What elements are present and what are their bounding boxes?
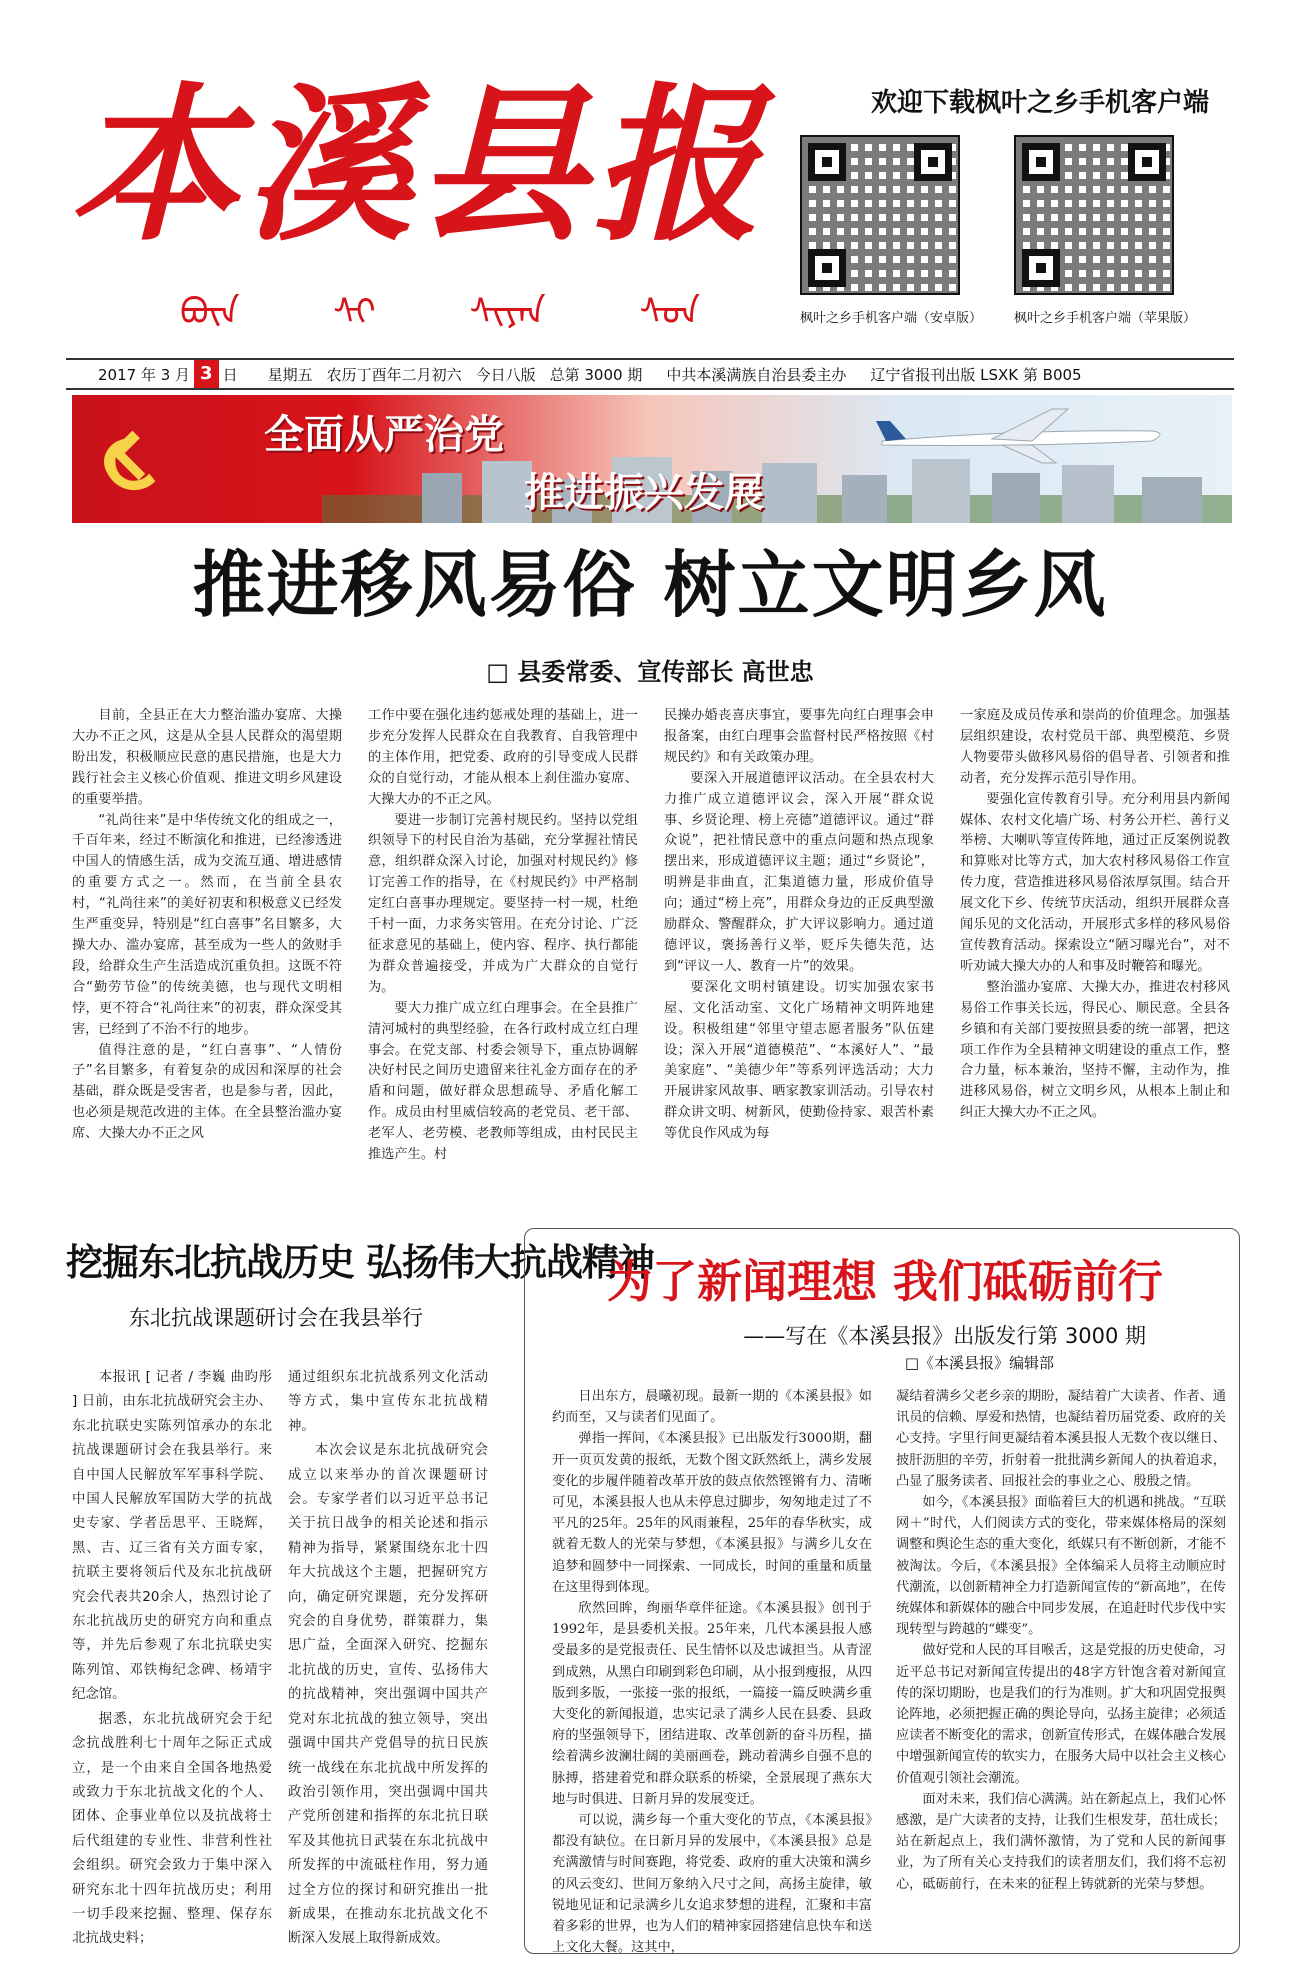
anniversary-byline: □《本溪县报》编辑部 [904,1354,1054,1372]
paragraph: 要强化宣传教育引导。充分利用县内新闻媒体、农村文化墙广场、村务公开栏、善行义举榜、大喇叭等宣传阵地，通过正反案例说教和算账对比等方式，加大农村移风易俗工作宣传力度，营造推进移风易俗浓厚氛围。结合开展文化下乡、传统节庆活动，组织开展群众喜闻乐见的文化活动，开展形式多样的移风易俗宣传教育活动。探索设立“陋习曝光台”，对不听劝诫大操大办的人和事及时鞭笞和曝光。 [960,791,1230,974]
dateline [66,358,1234,390]
lead-headline: 推进移风易俗 树立文明乡风 [192,543,1108,627]
paragraph: 如今，《本溪县报》面临着巨大的机遇和挑战。“互联网＋”时代，人们阅读方式的变化，带来媒体格局的深刻调整和舆论生态的重大变化，纸媒只有不断创新，才能不被淘汰。今后，《本溪县报》全体编采人员将主动顺应时代潮流，以创新精神全力打造新闻宣传的“新高地”，在传统媒体和新媒体的融合中同步发展，在追赶时代步伐中实现转型与跨越的“蝶变”。 [896,1495,1226,1638]
left-article-column-2 [288,1366,488,1958]
paragraph: 要大力推广成立红白理事会。在全县推广清河城村的典型经验，在各行政村成立红白理事会。在党支部、村委会领导下，重点协调解决好村民之间历史遗留来往礼金方面存在的矛盾和问题，做好群众思想疏导、矛盾化解工作。成员由村里威信较高的老党员、老干部、老军人、老劳模、老教师等组成，由村民民主推选产生。村 [368,1000,638,1163]
paragraph: 要深化文明村镇建设。切实加强农家书屋、文化活动室、文化广场精神文明阵地建设。积极组建“邻里守望志愿者服务”队伍建设；深入开展“道德模范”、“本溪好人”、“最美家庭”、“美德少年”等系列评选活动；大力开展讲家风故事、晒家教家训活动。引导农村群众讲文明、树新风，使勤俭持家、艰苦朴素等优良作风成为每 [664,979,934,1142]
dateline-license: 辽宁省报刊出版 LSXK 第 B005 [870,365,1082,384]
left-article-subtitle: 东北抗战课题研讨会在我县举行 [129,1306,423,1330]
paragraph: 做好党和人民的耳目喉舌，这是党报的历史使命，习近平总书记对新闻宣传提出的48字方针饱含着对新闻宣传的深切期盼，也是我们的行为准则。扩大和巩固党报舆论阵地，必须把握正确的舆论导向，弘扬主旋律；必须适应读者不断变化的需求，创新宣传形式，在媒体融合发展中增强新闻宣传的软实力，在服务大局中以社会主义核心价值观引领社会潮流。 [896,1643,1226,1786]
paragraph: “礼尚往来”是中华传统文化的组成之一，千百年来，经过不断演化和推进，已经渗透进中国人的情感生活，成为交流互通、增进感情的重要方式之一。然而，在当前全县农村，“礼尚往来”的美好初衷和积极意义已经发生严重变异，特别是“红白喜事”名目繁多，大操大办、滥办宴席，甚至成为一些人的敛财手段，给群众生产生活造成沉重负担。这既不符合“勤劳节俭”的传统美德，也与现代文明相悖，更不符合“礼尚往来”的初衷，群众深受其害，已经到了不治不行的地步。 [72,812,342,1037]
paragraph: 凝结着满乡父老乡亲的期盼，凝结着广大读者、作者、通讯员的信赖、厚爱和热情，也凝结着历届党委、政府的关心支持。字里行间更凝结着本溪县报人无数个夜以继日、披肝沥胆的辛劳，折射着一批批满乡新闻人的执着追求，凸显了服务读者、回报社会的事业之心、殷殷之情。 [896,1389,1226,1489]
lead-byline: □ 县委常委、宣传部长 高世忠 [486,657,814,686]
paragraph: 欣然回眸，绚丽华章伴征途。《本溪县报》创刊于1992年，是县委机关报。25年来，几代本溪县报人感受最多的是党报责任、民生情怀以及忠诚担当。从青涩到成熟，从黑白印刷到彩色印刷，从小报到瘦报，从四版到多版，一张接一张的报纸，一篇接一篇反映满乡重大变化的新闻报道，忠实记录了满乡人民在县委、县政府的坚强领导下，团结进取、改革创新的奋斗历程，描绘着满乡波澜壮阔的美丽画卷，跳动着满乡自强不息的脉搏，搭建着党和群众联系的桥梁，全景展现了燕东大地与时俱进、日新月异的发展变迁。 [552,1601,872,1807]
left-article-column-1 [72,1366,272,1958]
dateline-sponsor: 中共本溪满族自治县委主办 [666,365,847,384]
dateline-year-month: 2017 年 3 月 [98,365,191,384]
paragraph: 整治滥办宴席、大操大办，推进农村移风易俗工作事关长远，得民心、顺民意。全县各乡镇和有关部门要按照县委的统一部署，把这项工作作为全县精神文明建设的重点工作，整合力量，标本兼治，坚持不懈，主动作为，推进移风易俗，树立文明乡风，从根本上制止和纠正大操大办不正之风。 [960,979,1230,1121]
mongolian-word: ᠰᠢ [333,291,376,333]
lead-column-1 [72,706,342,1196]
paragraph: 可以说，满乡每一个重大变化的节点，《本溪县报》都没有缺位。在日新月异的发展中，《本溪县报》总是充满激情与时间赛跑，将党委、政府的重大决策和满乡的风云变幻、世间万象纳入尺寸之间，高扬主旋律，敏锐地见证和记录满乡儿女追求梦想的进程，汇聚和丰富着多彩的世界，也为人们的精神家园搭建信息快车和送上文化大餐。这其中， [552,1813,872,1956]
paragraph: 工作中要在强化违约惩戒处理的基础上，进一步充分发挥人民群众在自我教育、自我管理中的主体作用，把党委、政府的引导变成人民群众的自觉行动，才能从根本上刹住滥办宴席、大操大办的不正之风。 [368,708,638,807]
paragraph: 值得注意的是，“红白喜事”、“人情份子”名目繁多，有着复杂的成因和深厚的社会基础，群众既是受害者，也是参与者，因此，也必须是规范改进的主体。在全县整治滥办宴席、大操大办不正之风 [72,1042,342,1142]
paragraph: 据悉，东北抗战研究会于纪念抗战胜利七十周年之际正式成立，是一个由来自全国各地热爱或致力于东北抗战文化的个人、团体、企事业单位以及抗战将士后代组建的专业性、非营利性社会组织。研究会致力于集中深入研究东北十四年抗战历史；利用一切手段来挖掘、整理、保存东北抗战史料； [72,1711,272,1947]
paragraph: 民操办婚丧喜庆事宜，要事先向红白理事会申报备案，由红白理事会监督村民严格按照《村规民约》和有关政策办理。 [664,708,934,765]
paragraph: 通过组织东北抗战系列文化活动等方式，集中宣传东北抗战精神。 [288,1370,488,1434]
paragraph: 本次会议是东北抗战研究会成立以来举办的首次课题研讨会。专家学者们以习近平总书记关于抗日战争的相关论述和指示精神为指导，紧紧围绕东北十四年大抗战这个主题，把握研究方向，确定研究课题，充分发挥研究会的自身优势，群策群力，集思广益，全面深入研究、挖掘东北抗战的历史，宣传、弘扬伟大的抗战精神，突出强调中国共产党对东北抗战的独立领导，突出强调中国共产党倡导的抗日民族统一战线在东北抗战中所发挥的政治引领作用，突出强调中国共产党所创建和指挥的东北抗日联军及其他抗日武装在东北抗战中所发挥的中流砥柱作用，努力通过全方位的探讨和研究推出一批新成果，在推动东北抗战文化不断深入发展上取得新成效。 [288,1443,488,1947]
lead-column-3 [664,706,934,1196]
paragraph: 要进一步制订完善村规民约。坚持以党组织领导下的村民自治为基础，充分掌握社情民意，组织群众深入讨论，加强对村规民约》修订完善工作的指导，在《村规民约》中严格制定红白喜事办理规定。要坚持一村一规，杜绝千村一面，力求务实管用。在充分讨论、广泛征求意见的基础上，使内容、程序、执行都能为群众普遍接受，并成为广大群众的自觉行为。 [368,812,638,995]
mongolian-word: ᠰᠢᠶᠠᠨ [469,291,546,333]
paragraph: 日出东方，晨曦初现。最新一期的《本溪县报》如约而至，又与读者们见面了。 [552,1389,872,1426]
dateline-day: 3 [194,360,219,388]
qr-code-icon [800,135,960,295]
anniversary-column-1 [552,1386,872,1956]
dateline-weekday: 星期五 [267,365,313,384]
masthead-mongolian-script [180,278,700,333]
mongolian-word: ᠪᠦᠨ [180,291,240,333]
paragraph: 弹指一挥间，《本溪县报》已出版发行3000期，翻开一页页发黄的报纸，无数个图文跃然纸上，满乡发展变化的步履伴随着改革开放的鼓点依然铿锵有力、清晰可见，本溪县报人也从未停息过脚步，匆匆地走过了不平凡的25年。25年的风雨兼程，25年的春华秋实，成就着无数人的光荣与梦想，《本溪县报》与满乡儿女在追梦和圆梦中一同探索、一同成长，时间的重量和质量在这里得到体现。 [552,1431,872,1595]
paragraph: 一家庭及成员传承和崇尚的价值理念。加强基层组织建设，农村党员干部、典型模范、乡贤人物要带头做移风易俗的倡导者、引领者和推动者，充分发挥示范引导作用。 [960,708,1230,786]
lead-column-2 [368,706,638,1196]
lead-column-4 [960,706,1230,1196]
banner-line-2: 推进振兴发展 [524,470,764,516]
banner-line-1: 全面从严治党 [264,412,504,458]
anniversary-headline: 为了新闻理想 我们砥砺前行 [607,1255,1163,1308]
qr-caption: 枫叶之乡手机客户端（苹果版） [1014,311,1197,326]
qr-code-icon [1014,135,1174,295]
masthead-logo: 本溪县报 [70,66,766,264]
dateline-issue: 总第 3000 期 [549,365,643,384]
paragraph: 要深入开展道德评议活动。在全县农村大力推广成立道德评议会，深入开展“群众说事、乡贤论理、榜上亮德”道德评议。通过“群众说”，把社情民意中的重点问题和热点现象摆出来，形成道德评议主题；通过“乡贤论”，明辨是非曲直，汇集道德力量，形成价值导向；通过“榜上亮”，用群众身边的正反典型激励群众、警醒群众，扩大评议影响力。通过道德评议，褒扬善行义举，贬斥失德失范，达到“评议一人、教育一片”的效果。 [664,770,934,974]
dateline-pages: 今日八版 [475,365,536,384]
left-article-headline: 挖掘东北抗战历史 弘扬伟大抗战精神 [66,1240,654,1284]
qr-android[interactable] [800,135,983,326]
dateline-day-suffix: 日 [222,365,238,384]
hammer-sickle-icon [90,425,166,501]
party-banner [72,395,1232,523]
paragraph: 面对未来，我们信心满满。站在新起点上，我们心怀感激，是广大读者的支持，让我们生根发芽，茁壮成长；站在新起点上，我们满怀激情，为了党和人民的新闻事业，为了所有关心支持我们的读者朋友们，我们将不忘初心，砥砺前行，在未来的征程上铸就新的光荣与梦想。 [896,1791,1226,1892]
anniversary-column-2 [896,1386,1226,1946]
paragraph: 本报讯 [ 记者 / 李巍 曲昀彤 ] 日前，由东北抗战研究会主办、东北抗联史实陈列馆承办的东北抗战课题研讨会在我县举行。来自中国人民解放军军事科学院、中国人民解放军国防大学的抗战史专家、学者岳思平、王晓辉，黑、吉、辽三省有关方面专家，抗联主要将领后代及东北抗战研究会代表共20余人，热烈讨论了东北抗战历史的研究方向和重点等，并先后参观了东北抗联史实陈列馆、邓铁梅纪念碑、杨靖宇纪念馆。 [72,1370,272,1703]
qr-ios[interactable] [1014,135,1197,326]
anniversary-subtitle: ——写在《本溪县报》出版发行第 3000 期 [743,1324,1146,1348]
dateline-lunar: 农历丁酉年二月初六 [326,365,462,384]
mongolian-word: ᠰᠣᠨ [639,291,700,333]
qr-caption: 枫叶之乡手机客户端（安卓版） [800,311,983,326]
paragraph: 目前，全县正在大力整治滥办宴席、大操大办不正之风，这是从全县人民群众的渴望期盼出发，积极顺应民意的惠民措施，也是大力践行社会主义核心价值观、推进文明乡风建设的重要举措。 [72,708,342,807]
airplane-icon [872,401,1172,471]
app-download-title: 欢迎下载枫叶之乡手机客户端 [870,88,1209,118]
